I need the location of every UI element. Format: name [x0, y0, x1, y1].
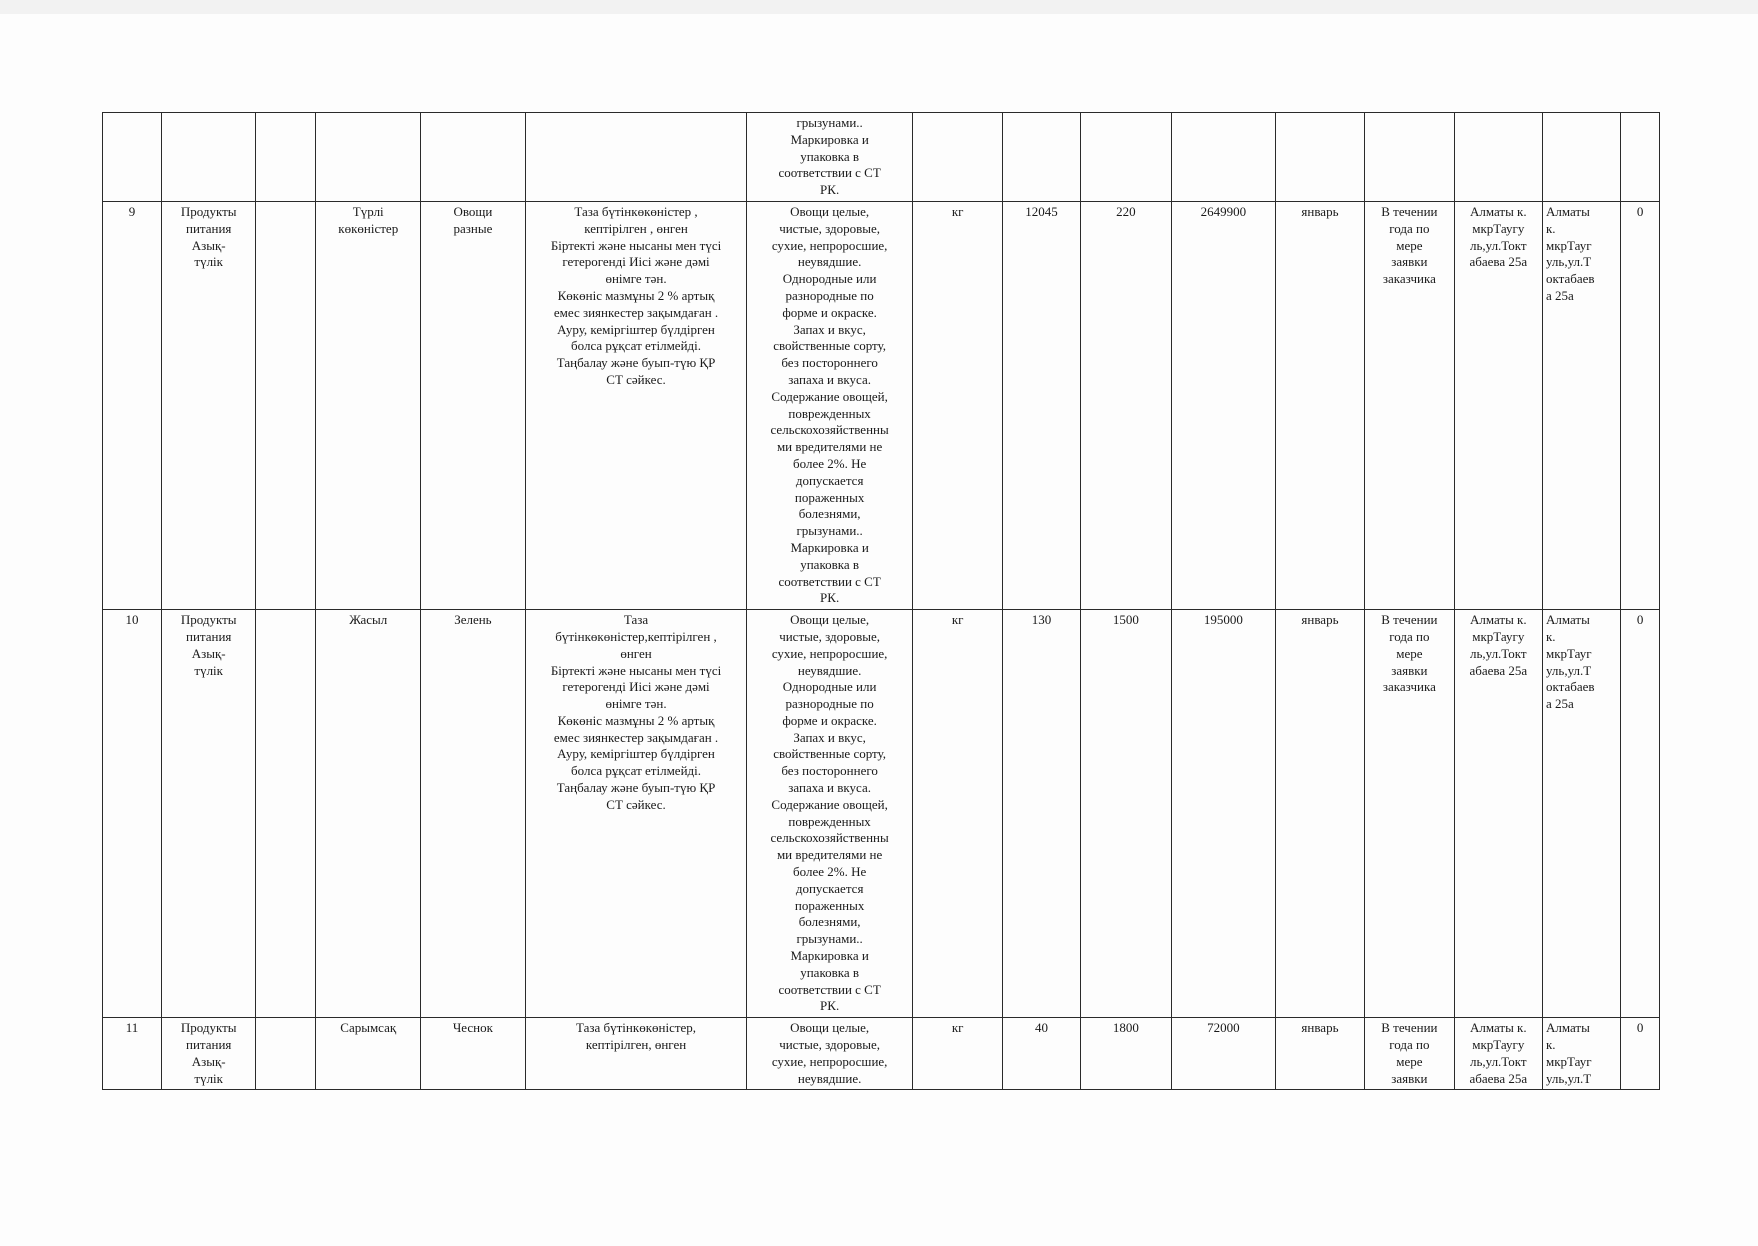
cell-sum: 2649900 — [1172, 201, 1276, 609]
cell-sum: 72000 — [1172, 1018, 1276, 1090]
cell-addr2: Алматы к. мкрТауг уль,ул.Т октабаев а 25а — [1542, 201, 1620, 609]
cell-sum: 195000 — [1172, 610, 1276, 1018]
cell-empty — [256, 113, 316, 202]
cell-unit — [912, 113, 1002, 202]
cell-category: Продукты питания Азық- түлік — [161, 201, 256, 609]
cell-spec-ru: грызунами.. Маркировка и упаковка в соответствии с СТ РК. — [747, 113, 913, 202]
cell-qty: 40 — [1003, 1018, 1080, 1090]
cell-month: январь — [1275, 1018, 1364, 1090]
cell-category — [161, 113, 256, 202]
cell-price: 1800 — [1080, 1018, 1171, 1090]
cell-term — [1365, 113, 1454, 202]
cell-term: В течении года по мере заявки заказчика — [1365, 610, 1454, 1018]
cell-advance: 0 — [1621, 610, 1660, 1018]
cell-name-kz — [316, 113, 421, 202]
cell-advance: 0 — [1621, 201, 1660, 609]
cell-spec-ru: Овощи целые, чистые, здоровые, сухие, непроросшие, неувядшие. Однородные или разнородные по форме и окраске. Запах и вкус, свойственные сорту, без постороннего запаха и вкуса. Содержание овощей, поврежденных сельскохозяйственны ми вредителями не более 2%. Не допускается пораженных болезнями, грызунами.. Маркировка и упаковка в соответствии с СТ РК. — [747, 201, 913, 609]
cell-addr1: Алматы к. мкрТаугу ль,ул.Токт абаева 25а — [1454, 201, 1542, 609]
cell-price — [1080, 113, 1171, 202]
cell-addr2: Алматы к. мкрТауг уль,ул.Т oктабаев а 25а — [1542, 610, 1620, 1018]
cell-category: Продукты питания Азық- түлік — [161, 1018, 256, 1090]
cell-addr2 — [1542, 113, 1620, 202]
cell-unit: кг — [912, 1018, 1002, 1090]
cell-spec-kz: Таза бүтінкөкөністер, кептірілген, өнген — [525, 1018, 747, 1090]
procurement-table — [102, 112, 1660, 1090]
cell-empty — [256, 201, 316, 609]
cell-empty — [256, 610, 316, 1018]
cell-addr1 — [1454, 113, 1542, 202]
cell-term: В течении года по мере заявки заказчика — [1365, 201, 1454, 609]
cell-qty — [1003, 113, 1080, 202]
cell-name-kz: Түрлі көкөністер — [316, 201, 421, 609]
cell-name-kz: Жасыл — [316, 610, 421, 1018]
table-row — [103, 610, 1660, 1018]
cell-month — [1275, 113, 1364, 202]
cell-spec-ru: Овощи целые, чистые, здоровые, сухие, непроросшие, неувядшие. Однородные или разнородные по форме и окраске. Запах и вкус, свойственные сорту, без постороннего запаха и вкуса. Содержание овощей, поврежденных сельскохозяйственны ми вредителями не более 2%. Не допускается пораженных болезнями, грызунами.. Маркировка и упаковка в соответствии с СТ РК. — [747, 610, 913, 1018]
cell-spec-ru: Овощи целые, чистые, здоровые, сухие, непроросшие, неувядшие. — [747, 1018, 913, 1090]
cell-spec-kz: Таза бүтінкөкөністер,кептірілген , өнген Біртекті және нысаны мен түсі гетерогенді Иісі және дәмі өнімге тән. Көкөніс мазмұны 2 % артық емес зиянкестер зақымдаған . Ауру, кеміргіштер бүлдірген болса рұқсат етілмейді. Таңбалау және буып-түю ҚР СТ сәйкес. — [525, 610, 747, 1018]
cell-month: январь — [1275, 610, 1364, 1018]
cell-unit: кг — [912, 610, 1002, 1018]
cell-category: Продукты питания Азық- түлік — [161, 610, 256, 1018]
scan-edge — [0, 0, 1758, 14]
cell-addr2: Алматы к. мкрТауг уль,ул.Т — [1542, 1018, 1620, 1090]
cell-num — [103, 113, 162, 202]
cell-addr1: Алматы к. мкрТаугу ль,ул.Токт абаева 25а — [1454, 1018, 1542, 1090]
cell-name-ru: Чеснок — [421, 1018, 526, 1090]
cell-num: 10 — [103, 610, 162, 1018]
cell-name-ru: Зелень — [421, 610, 526, 1018]
cell-spec-kz — [525, 113, 747, 202]
cell-month: январь — [1275, 201, 1364, 609]
cell-qty: 130 — [1003, 610, 1080, 1018]
cell-num: 9 — [103, 201, 162, 609]
table-row-continued — [103, 113, 1660, 202]
table-row — [103, 201, 1660, 609]
cell-price: 220 — [1080, 201, 1171, 609]
cell-name-ru — [421, 113, 526, 202]
cell-sum — [1172, 113, 1276, 202]
cell-spec-kz: Таза бүтінкөкөністер , кептірілген , өнген Біртекті және нысаны мен түсі гетерогенді Иісі және дәмі өнімге тән. Көкөніс мазмұны 2 % артық емес зиянкестер зақымдаған . Ауру, кеміргіштер бүлдірген болса рұқсат етілмейді. Таңбалау және буып-түю ҚР СТ сәйкес. — [525, 201, 747, 609]
cell-advance — [1621, 113, 1660, 202]
cell-addr1: Алматы к. мкрТаугу ль,ул.Токт абаева 25а — [1454, 610, 1542, 1018]
cell-empty — [256, 1018, 316, 1090]
cell-name-ru: Овощи разные — [421, 201, 526, 609]
cell-qty: 12045 — [1003, 201, 1080, 609]
cell-name-kz: Сарымсақ — [316, 1018, 421, 1090]
cell-unit: кг — [912, 201, 1002, 609]
cell-price: 1500 — [1080, 610, 1171, 1018]
cell-num: 11 — [103, 1018, 162, 1090]
cell-term: В течении года по мере заявки — [1365, 1018, 1454, 1090]
table-row — [103, 1018, 1660, 1090]
cell-advance: 0 — [1621, 1018, 1660, 1090]
